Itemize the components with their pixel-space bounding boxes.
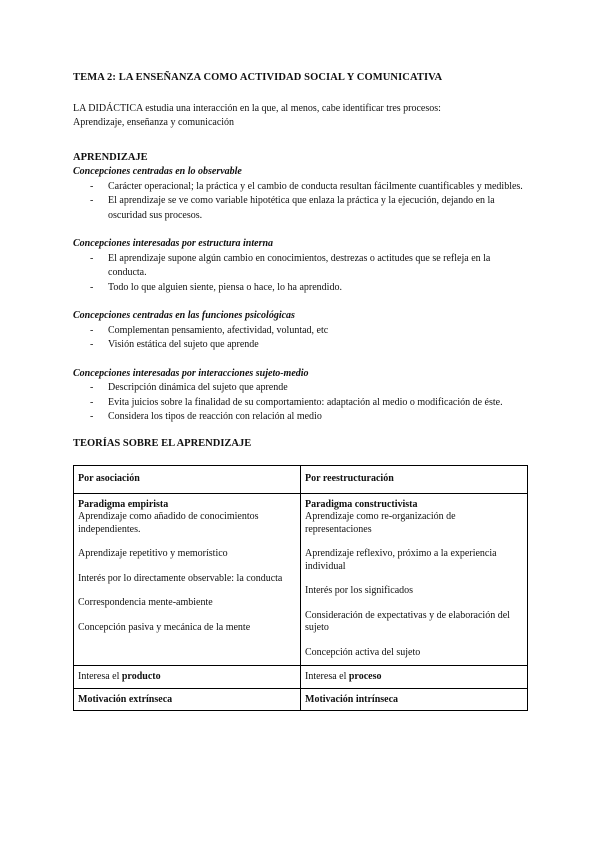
column-header: Por reestructuración: [301, 466, 528, 494]
cell-item: Interés por los significados: [305, 585, 414, 596]
interest-value: proceso: [348, 671, 382, 682]
list-item: - Descripción dinámica del sujeto que aprende: [73, 381, 528, 396]
cell-item: Consideración de expectativas y de elaboración del sujeto: [305, 609, 510, 633]
concept-heading: Concepciones centradas en las funciones psicológicas: [73, 310, 295, 321]
concept-group: [73, 309, 528, 353]
cell-item: Interés por lo directamente observable: la conducta: [78, 572, 283, 584]
interest-prefix: Interesa el: [305, 671, 349, 682]
cell-item: Correspondencia mente-ambiente: [78, 597, 213, 608]
section-heading-teorias: TEORÍAS SOBRE EL APRENDIZAJE: [73, 437, 252, 449]
page-content: [73, 71, 528, 711]
list-item: - Visión estática del sujeto que aprende: [73, 338, 528, 353]
table-row: [74, 493, 528, 666]
concept-group: [73, 237, 528, 295]
intro-line-2: Aprendizaje, enseñanza y comunicación: [73, 117, 235, 128]
list-item: - Considera los tipos de reacción con relación al medio: [73, 410, 528, 425]
paradigm-title: Paradigma constructivista: [305, 498, 418, 510]
concept-heading: Concepciones centradas en lo observable: [73, 166, 242, 177]
cell-item: Concepción pasiva y mecánica de la mente: [78, 621, 251, 633]
theories-table: [73, 465, 528, 711]
concept-list: [73, 180, 528, 224]
cell-item: Aprendizaje reflexivo, próximo a la experiencia individual: [305, 548, 497, 572]
concept-group: [73, 367, 528, 425]
motivation-cell: Motivación extrínseca: [74, 688, 301, 711]
list-item: - Complementan pensamiento, afectividad, voluntad, etc: [73, 324, 528, 339]
motivation-cell: Motivación intrínseca: [301, 688, 528, 711]
cell-item: Concepción activa del sujeto: [305, 646, 421, 658]
page-title: TEMA 2: LA ENSEÑANZA COMO ACTIVIDAD SOCIAL Y COMUNICATIVA: [73, 72, 443, 83]
table-row: [74, 666, 528, 689]
list-item: - Todo lo que alguien siente, piensa o hace, lo ha aprendido.: [73, 281, 528, 296]
list-item: - El aprendizaje supone algún cambio en conocimientos, destrezas o actitudes que se refleja en la conducta.: [73, 252, 528, 281]
concept-heading: Concepciones interesadas por interacciones sujeto-medio: [73, 367, 309, 379]
concept-list: [73, 252, 528, 296]
intro-paragraph: [73, 102, 528, 131]
table-cell: [74, 493, 301, 666]
table-row: [74, 466, 528, 494]
column-header: Por asociación: [74, 466, 301, 494]
cell-item: Aprendizaje como re-organización de representaciones: [305, 511, 456, 535]
concept-heading: Concepciones interesadas por estructura interna: [73, 238, 274, 249]
section-heading-aprendizaje: APRENDIZAJE: [73, 151, 148, 163]
interest-value: producto: [121, 671, 161, 682]
cell-item: Aprendizaje repetitivo y memorístico: [78, 548, 228, 559]
concept-group: [73, 165, 528, 223]
table-cell: [74, 666, 301, 689]
list-item: - Evita juicios sobre la finalidad de su comportamiento: adaptación al medio o modificación de éste.: [73, 396, 528, 411]
concept-list: [73, 324, 528, 353]
table-cell: [301, 493, 528, 666]
paradigm-title: Paradigma empirista: [78, 498, 169, 510]
interest-prefix: Interesa el: [78, 671, 122, 682]
table-cell: [301, 666, 528, 689]
concept-list: [73, 381, 528, 425]
list-item: - El aprendizaje se ve como variable hipotética que enlaza la práctica y la ejecución, dejando en la oscuridad sus procesos.: [73, 194, 528, 223]
cell-item: Aprendizaje como añadido de conocimientos independientes.: [78, 511, 259, 535]
intro-line-1: LA DIDÁCTICA estudia una interacción en la que, al menos, cabe identificar tres procesos:: [73, 102, 441, 114]
list-item: - Carácter operacional; la práctica y el cambio de conducta resultan fácilmente cuantificables y medibles.: [73, 180, 528, 195]
table-row: [74, 688, 528, 711]
